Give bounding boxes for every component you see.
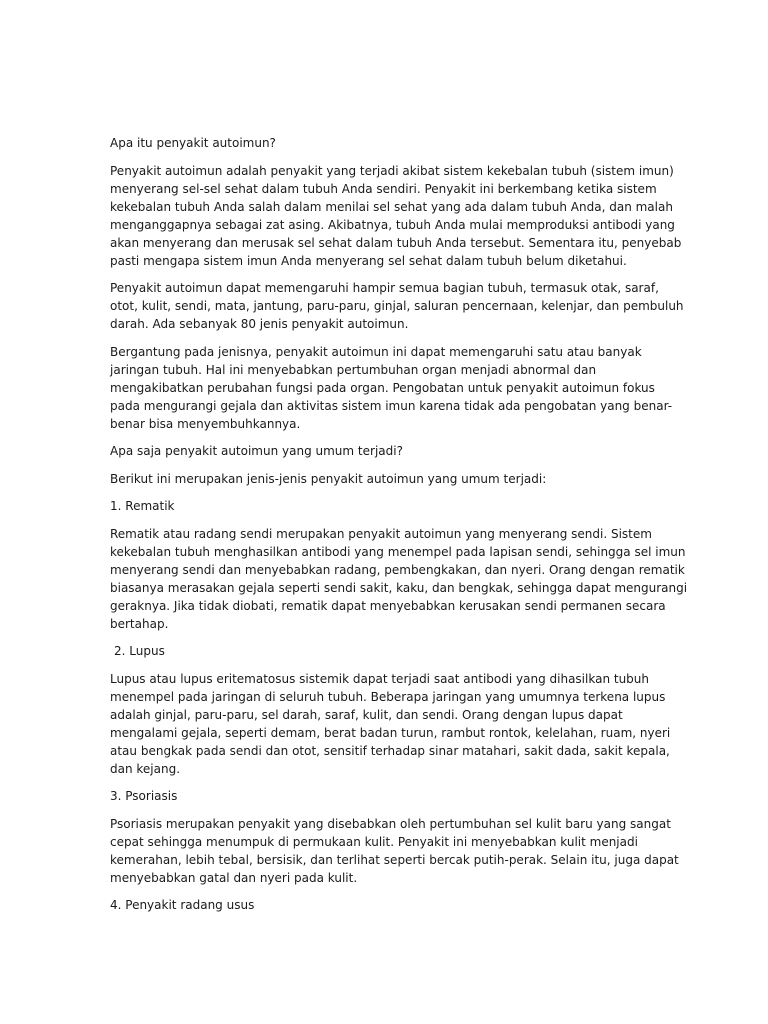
text-line: Berikut ini merupakan jenis-jenis penyakit autoimun yang umum terjadi: bbox=[110, 471, 547, 486]
section-heading bbox=[110, 787, 664, 805]
text-line: biasanya merasakan gejala seperti sendi sakit, kaku, dan bengkak, sehingga dapat mengurangi bbox=[110, 580, 688, 595]
section-heading bbox=[110, 497, 664, 515]
text-line: 2. Lupus bbox=[114, 644, 165, 658]
text-line: mengakibatkan perubahan fungsi pada organ. Pengobatan untuk penyakit autoimun fokus bbox=[110, 380, 655, 395]
body-paragraph bbox=[110, 815, 679, 887]
text-line: kemerahan, lebih tebal, bersisik, dan terlihat seperti bercak putih-perak. Selain itu, juga dapat bbox=[110, 852, 679, 867]
text-line: Rematik atau radang sendi merupakan penyakit autoimun yang menyerang sendi. Sistem bbox=[110, 526, 652, 541]
text-line: Penyakit autoimun dapat memengaruhi hampir semua bagian tubuh, termasuk otak, saraf, bbox=[110, 281, 659, 295]
text-line: cepat sehingga menumpuk di permukaan kulit. Penyakit ini menyebabkan kulit menjadi bbox=[110, 834, 638, 849]
section-heading bbox=[110, 896, 664, 914]
text-line: menyebabkan gatal dan nyeri pada kulit. bbox=[110, 870, 358, 885]
text-line: pasti mengapa sistem imun Anda menyerang sel sehat dalam tubuh belum diketahui. bbox=[110, 253, 627, 268]
text-line: mengalami gejala, seperti demam, berat badan turun, rambut rontok, kelelahan, ruam, nyeri bbox=[110, 725, 671, 740]
text-line: Apa itu penyakit autoimun? bbox=[110, 136, 276, 150]
text-line: bertahap. bbox=[110, 616, 169, 631]
section-heading bbox=[110, 642, 664, 660]
text-line: geraknya. Jika tidak diobati, rematik dapat menyebabkan kerusakan sendi permanen secara bbox=[110, 598, 666, 613]
text-line: akan menyerang dan merusak sel sehat dalam tubuh Anda tersebut. Sementara itu, penyebab bbox=[110, 235, 682, 250]
text-line: 4. Penyakit radang usus bbox=[110, 898, 255, 912]
text-line: menganggapnya sebagai zat asing. Akibatnya, tubuh Anda mulai memproduksi antibodi yang bbox=[110, 217, 675, 232]
text-line: dan kejang. bbox=[110, 761, 181, 776]
body-paragraph bbox=[110, 343, 673, 433]
text-line: menyerang sel-sel sehat dalam tubuh Anda sendiri. Penyakit ini berkembang ketika sistem bbox=[110, 181, 657, 196]
text-line: pada mengurangi gejala dan aktivitas sistem imun karena tidak ada pengobatan yang benar- bbox=[110, 398, 673, 413]
text-line: kekebalan tubuh menghasilkan antibodi yang menempel pada lapisan sendi, sehingga sel imun bbox=[110, 544, 686, 559]
text-line: benar bisa menyembuhkannya. bbox=[110, 416, 301, 431]
text-line: menyerang sendi dan menyebabkan radang, pembengkakan, dan nyeri. Orang dengan rematik bbox=[110, 562, 685, 577]
text-line: jaringan tubuh. Hal ini menyebabkan pertumbuhan organ menjadi abnormal dan bbox=[110, 362, 597, 377]
text-line: 3. Psoriasis bbox=[110, 789, 178, 803]
text-line: adalah ginjal, paru-paru, sel darah, saraf, kulit, dan sendi. Orang dengan lupus dapat bbox=[110, 707, 623, 722]
text-line: Lupus atau lupus eritematosus sistemik dapat terjadi saat antibodi yang dihasilkan tubuh bbox=[110, 671, 650, 686]
section-heading bbox=[110, 442, 664, 460]
body-paragraph bbox=[110, 525, 688, 633]
text-line: 1. Rematik bbox=[110, 499, 175, 513]
text-line: Penyakit autoimun adalah penyakit yang terjadi akibat sistem kekebalan tubuh (sistem imun) bbox=[110, 163, 674, 178]
text-line: atau bengkak pada sendi dan otot, sensitif terhadap sinar matahari, sakit dada, sakit kepala, bbox=[110, 743, 670, 758]
text-line: Apa saja penyakit autoimun yang umum terjadi? bbox=[110, 444, 403, 458]
body-paragraph bbox=[110, 470, 664, 488]
text-line: kekebalan tubuh Anda salah dalam menilai sel sehat yang ada dalam tubuh Anda, dan malah bbox=[110, 199, 673, 214]
text-line: menempel pada jaringan di seluruh tubuh. Beberapa jaringan yang umumnya terkena lupus bbox=[110, 689, 666, 704]
section-heading bbox=[110, 134, 664, 152]
text-line: otot, kulit, sendi, mata, jantung, paru-paru, ginjal, saluran pencernaan, kelenjar, dan pembuluh bbox=[110, 299, 684, 313]
text-line: Bergantung pada jenisnya, penyakit autoimun ini dapat memengaruhi satu atau banyak bbox=[110, 344, 642, 359]
text-line: Psoriasis merupakan penyakit yang disebabkan oleh pertumbuhan sel kulit baru yang sangat bbox=[110, 816, 671, 831]
body-paragraph bbox=[110, 670, 671, 778]
text-line: darah. Ada sebanyak 80 jenis penyakit autoimun. bbox=[110, 317, 409, 331]
body-paragraph bbox=[110, 279, 684, 333]
body-paragraph bbox=[110, 162, 682, 270]
